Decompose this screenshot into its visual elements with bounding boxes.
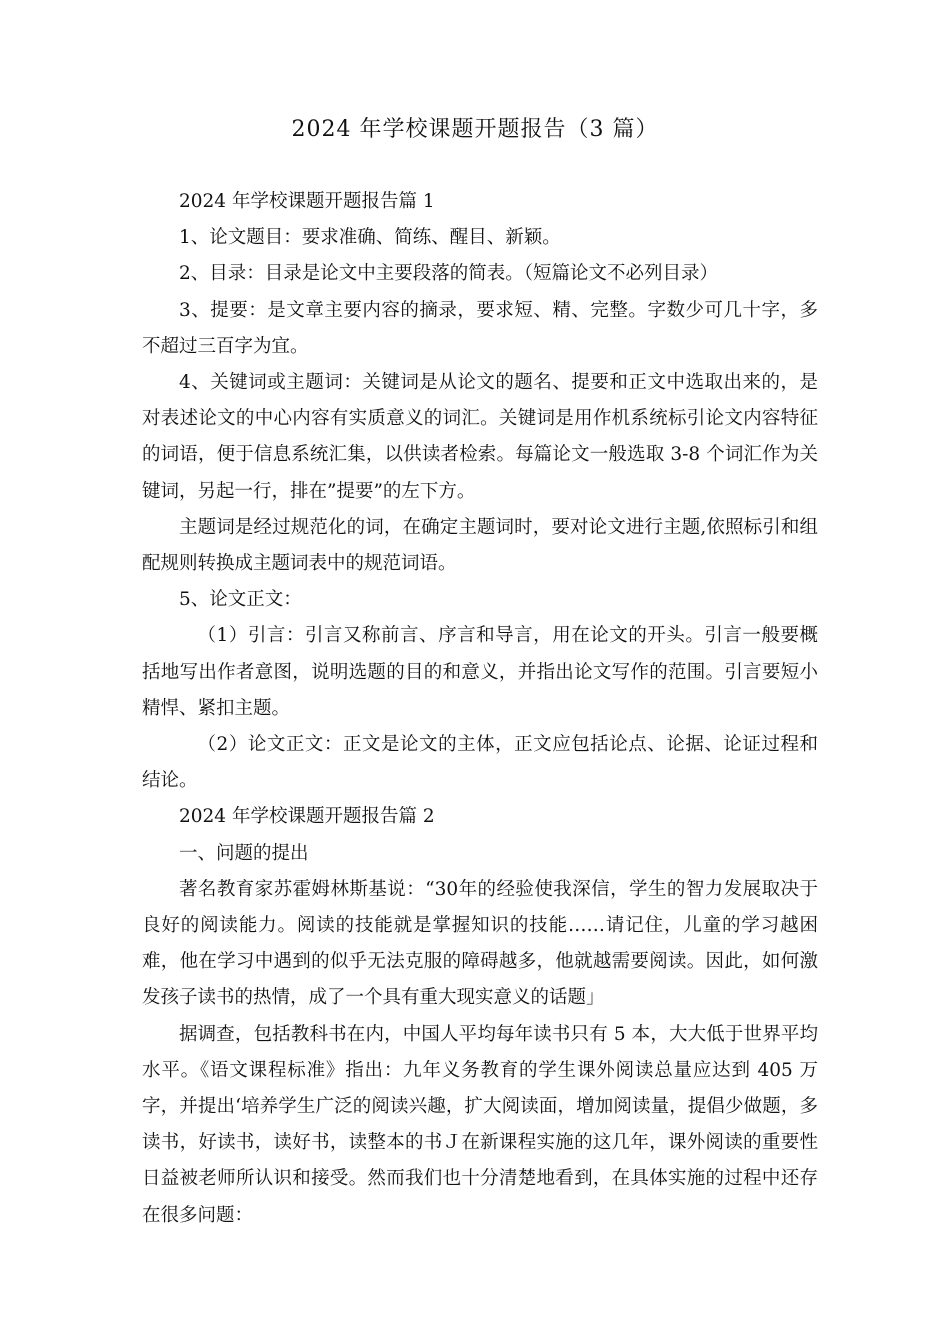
document-body bbox=[142, 184, 818, 1234]
paragraph-survey: 据调查，包括教科书在内，中国人平均每年读书只有 5 本，大大低于世界平均水平。《语文课程标准》指出：九年义务教育的学生课外阅读总量应达到 405 万字，并提出‘培养学生广泛的阅读兴趣，扩大阅读面，增加阅读量，提倡少做题，多读书，好读书，读好书，读整本的书Ｊ在新课程实施的这几年，课外阅读的重要性日益被老师所认识和接受。然而我们也十分清楚地看到，在具体实施的过程中还存在很多问题： bbox=[142, 1023, 818, 1226]
paragraph-item-1: 1、论文题目：要求准确、简练、醒目、新颖。 bbox=[179, 227, 561, 249]
section-heading-2: 2024 年学校课题开题报告篇 2 bbox=[179, 806, 435, 828]
document-title: 2024 年学校课题开题报告（3 篇） bbox=[291, 117, 659, 142]
paragraph-item-5: 5、论文正文： bbox=[179, 589, 302, 611]
section-heading-1: 2024 年学校课题开题报告篇 1 bbox=[179, 191, 435, 212]
paragraph-item-2: 2、目录：目录是论文中主要段落的简表。（短篇论文不必列目录） bbox=[179, 263, 719, 285]
paragraph-introduction: （1）引言：引言又称前言、序言和导言，用在论文的开头。引言一般要概括地写出作者意图，说明选题的目的和意义，并指出论文写作的范围。引言要短小精悍、紧扣主题。 bbox=[142, 625, 818, 719]
paragraph-main-text: （2）论文正文：正文是论文的主体，正文应包括论点、论据、论证过程和结论。 bbox=[142, 734, 818, 792]
subheading-problem: 一、问题的提出 bbox=[179, 842, 309, 864]
paragraph-item-3: 3、提要：是文章主要内容的摘录，要求短、精、完整。字数少可几十字，多不超过三百字为宜。 bbox=[142, 299, 818, 357]
paragraph-subject-words: 主题词是经过规范化的词，在确定主题词时，要对论文进行主题,依照标引和组配规则转换成主题词表中的规范词语。 bbox=[142, 516, 818, 575]
paragraph-quote: 著名教育家苏霍姆林斯基说：“30年的经验使我深信，学生的智力发展取决于良好的阅读能力。阅读的技能就是掌握知识的技能……请记住，儿童的学习越困难，他在学习中遇到的似乎无法克服的障碍越多，他就越需要阅读。因此，如何激发孩子读书的热情，成了一个具有重大现实意义的话题」 bbox=[142, 878, 818, 1009]
paragraph-item-4: 4、关键词或主题词：关键词是从论文的题名、提要和正文中选取出来的，是对表述论文的中心内容有实质意义的词汇。关键词是用作机系统标引论文内容特征的词语，便于信息系统汇集，以供读者检索。每篇论文一般选取 3-8 个词汇作为关键词，另起一行，排在”提要”的左下方。 bbox=[142, 372, 818, 502]
